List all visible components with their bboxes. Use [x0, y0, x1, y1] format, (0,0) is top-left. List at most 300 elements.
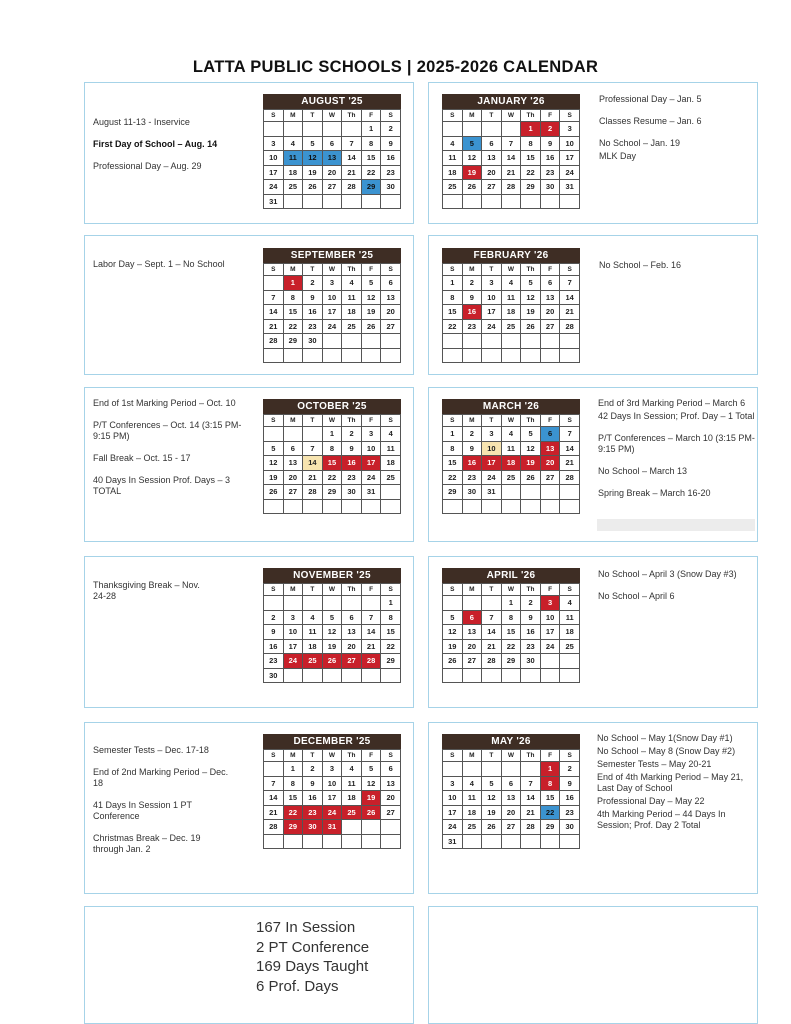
day-cell: [501, 834, 521, 849]
day-cell: 3: [322, 276, 342, 291]
day-cell: [482, 596, 502, 611]
week-row: [443, 122, 580, 137]
day-cell: 1: [443, 427, 463, 442]
day-cell: 22: [283, 319, 303, 334]
weekday-label: Th: [342, 110, 362, 122]
day-cell: [342, 122, 362, 137]
day-cell: 13: [462, 625, 482, 640]
day-cell: 6: [540, 276, 560, 291]
weekday-label: F: [540, 110, 560, 122]
day-cell: 9: [462, 441, 482, 456]
day-cell: [560, 668, 580, 683]
weekday-label: F: [540, 584, 560, 596]
day-cell: 22: [521, 165, 541, 180]
day-cell: 19: [443, 639, 463, 654]
day-cell: 20: [540, 456, 560, 471]
day-cell: 23: [303, 319, 323, 334]
day-cell: [462, 334, 482, 349]
day-cell: 27: [322, 180, 342, 195]
day-cell: 21: [501, 165, 521, 180]
week-row: [443, 165, 580, 180]
day-cell: [540, 668, 560, 683]
weekday-label: W: [322, 584, 342, 596]
week-row: [443, 151, 580, 166]
month-header: NOVEMBER '25: [263, 568, 401, 583]
day-cell: 28: [264, 334, 284, 349]
summary-line: 169 Days Taught: [256, 958, 369, 975]
day-cell: 29: [381, 654, 401, 669]
weekday-label: Th: [521, 264, 541, 276]
week-row: [264, 122, 401, 137]
day-cell: 10: [322, 776, 342, 791]
day-cell: 24: [322, 319, 342, 334]
week-row: [443, 319, 580, 334]
weekday-label: S: [443, 584, 463, 596]
day-cell: 23: [462, 470, 482, 485]
day-cell: 11: [462, 791, 482, 806]
day-cell: [361, 834, 381, 849]
day-cell: [322, 596, 342, 611]
day-cell: 23: [521, 639, 541, 654]
week-row: [443, 290, 580, 305]
day-cell: 22: [381, 639, 401, 654]
day-cell: 16: [462, 456, 482, 471]
day-cell: 5: [322, 610, 342, 625]
month-header: AUGUST '25: [263, 94, 401, 109]
calendar-note: 42 Days In Session; Prof. Day – 1 Total: [598, 411, 755, 421]
day-cell: 24: [540, 639, 560, 654]
day-cell: 14: [361, 625, 381, 640]
day-cell: 21: [560, 305, 580, 320]
month-header: JANUARY '26: [442, 94, 580, 109]
day-cell: 23: [540, 165, 560, 180]
summary-line: 2 PT Conference: [256, 938, 370, 956]
week-row: [443, 194, 580, 209]
notes-february: [599, 260, 749, 282]
day-cell: 12: [521, 290, 541, 305]
day-cell: 22: [443, 470, 463, 485]
day-cell: 20: [462, 639, 482, 654]
day-cell: [264, 122, 284, 137]
day-cell: 20: [482, 165, 502, 180]
day-cell: [381, 485, 401, 500]
day-cell: [501, 668, 521, 683]
day-cell: [342, 668, 362, 683]
day-cell: [462, 668, 482, 683]
week-row: [443, 348, 580, 363]
day-cell: [521, 762, 541, 777]
calendar-note: 4th Marking Period – 44 Days In Session; Prof. Day 2 Total: [597, 809, 726, 830]
week-row: [264, 596, 401, 611]
day-cell: 23: [462, 319, 482, 334]
day-cell: 8: [322, 441, 342, 456]
week-row: [264, 180, 401, 195]
day-cell: [264, 499, 284, 514]
calendar-note: End of 1st Marking Period – Oct. 10: [93, 398, 236, 408]
weekday-label: W: [501, 584, 521, 596]
day-cell: 2: [342, 427, 362, 442]
day-cell: [540, 499, 560, 514]
weekday-label: W: [501, 415, 521, 427]
day-cell: 4: [283, 136, 303, 151]
day-cell: 20: [283, 470, 303, 485]
weekday-label: Th: [342, 584, 362, 596]
day-cell: 31: [322, 820, 342, 835]
notes-november: [93, 580, 208, 613]
day-cell: 11: [381, 441, 401, 456]
calendar-note: First Day of School – Aug. 14: [93, 139, 218, 149]
day-cell: 17: [482, 305, 502, 320]
week-row: [443, 456, 580, 471]
day-cell: 6: [342, 610, 362, 625]
day-cell: 10: [482, 441, 502, 456]
day-cell: 4: [501, 276, 521, 291]
day-cell: 28: [560, 319, 580, 334]
day-cell: 15: [283, 791, 303, 806]
month-header: MAY '26: [442, 734, 580, 749]
day-cell: [342, 820, 362, 835]
day-cell: 23: [381, 165, 401, 180]
day-cell: 17: [322, 791, 342, 806]
day-cell: [264, 427, 284, 442]
weekday-label: T: [303, 110, 323, 122]
day-cell: 23: [303, 805, 323, 820]
day-cell: 18: [501, 456, 521, 471]
day-cell: 11: [443, 151, 463, 166]
day-cell: 18: [501, 305, 521, 320]
day-cell: 11: [342, 776, 362, 791]
day-cell: 18: [462, 805, 482, 820]
day-cell: [462, 122, 482, 137]
day-cell: 3: [482, 427, 502, 442]
day-cell: 6: [462, 610, 482, 625]
year-summary: [256, 918, 369, 996]
calendar-note: MLK Day: [599, 151, 637, 161]
day-cell: 4: [381, 427, 401, 442]
day-cell: [443, 122, 463, 137]
weekday-label: T: [303, 584, 323, 596]
weekday-label: M: [462, 110, 482, 122]
day-cell: 1: [443, 276, 463, 291]
weekday-label: T: [303, 415, 323, 427]
day-cell: [342, 194, 362, 209]
day-cell: 3: [361, 427, 381, 442]
weekday-label: Th: [521, 750, 541, 762]
week-row: [443, 834, 580, 849]
day-cell: 5: [462, 136, 482, 151]
day-cell: 14: [303, 456, 323, 471]
week-row: [443, 276, 580, 291]
day-cell: [462, 834, 482, 849]
week-row: [264, 776, 401, 791]
calendar-note: No School – May 8 (Snow Day #2): [597, 746, 736, 756]
calendar-note: Professional Day – Jan. 5: [599, 94, 702, 104]
day-cell: 3: [443, 776, 463, 791]
week-row: [264, 834, 401, 849]
day-cell: [521, 499, 541, 514]
day-cell: 12: [521, 441, 541, 456]
weekday-label: M: [283, 415, 303, 427]
day-cell: 4: [462, 776, 482, 791]
day-cell: 11: [501, 441, 521, 456]
day-cell: [342, 348, 362, 363]
week-row: [264, 194, 401, 209]
day-cell: [361, 194, 381, 209]
weekday-label: S: [264, 110, 284, 122]
day-cell: [482, 499, 502, 514]
weekday-label: M: [462, 415, 482, 427]
day-cell: 13: [381, 776, 401, 791]
week-row: [264, 334, 401, 349]
day-cell: 10: [361, 441, 381, 456]
day-cell: 9: [521, 610, 541, 625]
calendar-note: No School – March 13: [598, 466, 688, 476]
day-cell: 22: [322, 470, 342, 485]
day-cell: [361, 668, 381, 683]
day-cell: [381, 334, 401, 349]
day-cell: 16: [540, 151, 560, 166]
day-cell: 9: [303, 290, 323, 305]
day-cell: [501, 485, 521, 500]
week-row: [443, 791, 580, 806]
day-cell: 29: [501, 654, 521, 669]
day-cell: 20: [501, 805, 521, 820]
day-cell: 1: [361, 122, 381, 137]
day-cell: 21: [264, 805, 284, 820]
day-cell: 1: [540, 762, 560, 777]
day-cell: 14: [264, 305, 284, 320]
day-cell: 26: [361, 319, 381, 334]
weekday-label: F: [361, 584, 381, 596]
day-cell: 6: [322, 136, 342, 151]
day-cell: 7: [264, 776, 284, 791]
day-cell: 6: [482, 136, 502, 151]
week-row: [443, 820, 580, 835]
day-cell: 25: [342, 805, 362, 820]
day-cell: [482, 834, 502, 849]
day-cell: 16: [264, 639, 284, 654]
day-cell: 29: [361, 180, 381, 195]
day-cell: 14: [342, 151, 362, 166]
day-cell: 6: [381, 762, 401, 777]
day-cell: 28: [521, 820, 541, 835]
day-cell: 8: [540, 776, 560, 791]
weekday-label: M: [462, 264, 482, 276]
day-cell: 21: [521, 805, 541, 820]
weekday-label: W: [501, 750, 521, 762]
weekday-label: F: [361, 415, 381, 427]
day-cell: [303, 596, 323, 611]
day-cell: [361, 499, 381, 514]
day-cell: 30: [264, 668, 284, 683]
day-cell: 28: [482, 654, 502, 669]
day-cell: 24: [482, 319, 502, 334]
day-cell: 4: [443, 136, 463, 151]
day-cell: 24: [361, 470, 381, 485]
calendar-note: Fall Break – Oct. 15 - 17: [93, 453, 191, 463]
day-cell: 22: [443, 319, 463, 334]
day-cell: 9: [264, 625, 284, 640]
week-row: [443, 334, 580, 349]
calendar-note: P/T Conferences – March 10 (3:15 PM-9:15 PM): [598, 433, 755, 454]
month-header: MARCH '26: [442, 399, 580, 414]
notes-october: [93, 398, 253, 508]
weekday-label: S: [560, 110, 580, 122]
day-cell: [283, 499, 303, 514]
calendar-note: 40 Days In Session Prof. Days – 3 TOTAL: [93, 475, 231, 496]
day-cell: 28: [560, 470, 580, 485]
day-cell: 18: [560, 625, 580, 640]
calendar-note: Labor Day – Sept. 1 – No School: [93, 259, 225, 269]
day-cell: [283, 122, 303, 137]
day-cell: [283, 194, 303, 209]
day-cell: [501, 334, 521, 349]
week-row: [264, 427, 401, 442]
day-cell: 10: [264, 151, 284, 166]
week-row: [443, 470, 580, 485]
weekday-label: W: [501, 264, 521, 276]
day-cell: 10: [322, 290, 342, 305]
day-cell: 27: [283, 485, 303, 500]
day-cell: 6: [381, 276, 401, 291]
day-cell: 27: [482, 180, 502, 195]
day-cell: 29: [540, 820, 560, 835]
day-cell: [521, 334, 541, 349]
calendar-note: End of 2nd Marking Period – Dec. 18: [93, 767, 229, 788]
day-cell: 15: [361, 151, 381, 166]
day-cell: 17: [361, 456, 381, 471]
day-cell: 26: [322, 654, 342, 669]
day-cell: 1: [322, 427, 342, 442]
week-row: [443, 305, 580, 320]
day-cell: [462, 762, 482, 777]
day-cell: 21: [361, 639, 381, 654]
day-cell: 1: [283, 762, 303, 777]
day-cell: 17: [322, 305, 342, 320]
week-row: [443, 136, 580, 151]
month-header: OCTOBER '25: [263, 399, 401, 414]
day-cell: 18: [443, 165, 463, 180]
day-cell: [521, 485, 541, 500]
calendar-note: P/T Conferences – Oct. 14 (3:15 PM-9:15 PM): [93, 420, 242, 441]
day-cell: 27: [381, 805, 401, 820]
weekday-label: F: [361, 750, 381, 762]
day-cell: 17: [560, 151, 580, 166]
weekday-label: S: [381, 584, 401, 596]
weekday-label: S: [443, 750, 463, 762]
day-cell: 8: [501, 610, 521, 625]
day-cell: [264, 834, 284, 849]
day-cell: 19: [264, 470, 284, 485]
week-row: [443, 485, 580, 500]
day-cell: 27: [381, 319, 401, 334]
day-cell: 25: [501, 470, 521, 485]
day-cell: 30: [381, 180, 401, 195]
day-cell: [303, 834, 323, 849]
day-cell: 29: [443, 485, 463, 500]
day-cell: 30: [560, 820, 580, 835]
day-cell: 11: [342, 290, 362, 305]
week-row: [264, 668, 401, 683]
weekday-label: S: [381, 415, 401, 427]
day-cell: 25: [560, 639, 580, 654]
day-cell: 12: [322, 625, 342, 640]
day-cell: 24: [283, 654, 303, 669]
day-cell: [443, 348, 463, 363]
day-cell: 3: [264, 136, 284, 151]
day-cell: [361, 334, 381, 349]
weekday-label: M: [283, 264, 303, 276]
day-cell: [342, 334, 362, 349]
day-cell: 8: [521, 136, 541, 151]
calendar-note: Spring Break – March 16-20: [598, 488, 711, 498]
day-cell: 18: [303, 639, 323, 654]
day-cell: [560, 485, 580, 500]
notes-january: [599, 94, 749, 173]
day-cell: 26: [303, 180, 323, 195]
day-cell: 26: [482, 820, 502, 835]
weekday-label: S: [264, 750, 284, 762]
day-cell: 4: [501, 427, 521, 442]
notes-august: [93, 117, 253, 183]
day-cell: 13: [322, 151, 342, 166]
day-cell: 26: [521, 470, 541, 485]
day-cell: 9: [540, 136, 560, 151]
day-cell: 8: [283, 290, 303, 305]
day-cell: 26: [264, 485, 284, 500]
day-cell: 30: [521, 654, 541, 669]
day-cell: [462, 596, 482, 611]
day-cell: [560, 654, 580, 669]
day-cell: 26: [361, 805, 381, 820]
day-cell: 19: [462, 165, 482, 180]
weekday-label: Th: [521, 110, 541, 122]
day-cell: [322, 194, 342, 209]
week-row: [264, 276, 401, 291]
weekday-label: Th: [342, 750, 362, 762]
day-cell: 25: [501, 319, 521, 334]
day-cell: 5: [264, 441, 284, 456]
week-row: [264, 610, 401, 625]
month-calendar-february: [442, 248, 580, 363]
week-row: [264, 805, 401, 820]
day-cell: 14: [521, 791, 541, 806]
page-title: LATTA PUBLIC SCHOOLS | 2025-2026 CALENDAR: [192, 58, 599, 76]
day-cell: 31: [361, 485, 381, 500]
notes-december: [93, 745, 233, 866]
week-row: [264, 348, 401, 363]
day-cell: 24: [560, 165, 580, 180]
day-cell: [381, 499, 401, 514]
day-cell: 30: [303, 820, 323, 835]
day-cell: 29: [283, 820, 303, 835]
day-cell: 14: [501, 151, 521, 166]
calendar-note: No School – Jan. 19: [599, 138, 681, 148]
day-cell: 10: [482, 290, 502, 305]
week-row: [443, 596, 580, 611]
day-cell: 29: [283, 334, 303, 349]
day-cell: [381, 194, 401, 209]
day-cell: [540, 194, 560, 209]
day-cell: 5: [521, 276, 541, 291]
weekday-label: F: [361, 264, 381, 276]
day-cell: 25: [342, 319, 362, 334]
day-cell: 24: [482, 470, 502, 485]
month-calendar-october: [263, 399, 401, 514]
day-cell: [560, 334, 580, 349]
day-cell: 28: [342, 180, 362, 195]
week-row: [264, 639, 401, 654]
